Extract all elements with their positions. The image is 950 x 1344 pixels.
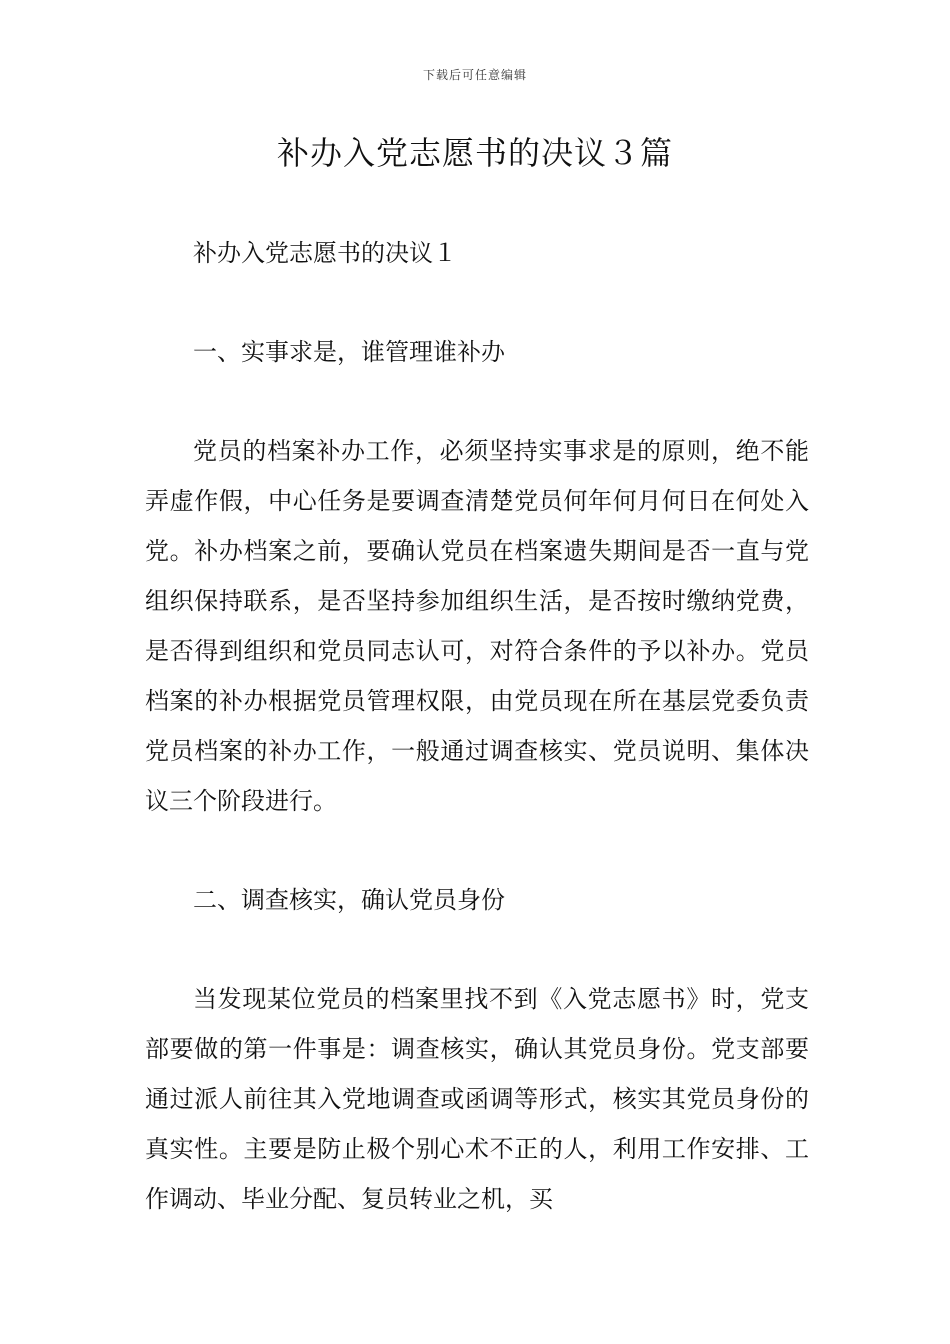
paragraph-1: 党员的档案补办工作，必须坚持实事求是的原则，绝不能弄虚作假，中心任务是要调查清楚党员何年何月何日在何处入党。补办档案之前，要确认党员在档案遗失期间是否一直与党组织保持联系，是否坚持参加组织生活，是否按时缴纳党费，是否得到组织和党员同志认可，对符合条件的予以补办。党员档案的补办根据党员管理权限，由党员现在所在基层党委负责党员档案的补办工作，一般通过调查核实、党员说明、集体决议三个阶段进行。 xyxy=(145,437,809,815)
document-title: 补办入党志愿书的决议３篇 xyxy=(276,134,673,172)
header-note: 下载后可任意编辑 xyxy=(422,68,527,82)
paragraph-2: 当发现某位党员的档案里找不到《入党志愿书》时，党支部要做的第一件事是：调查核实，确认其党员身份。党支部要通过派人前往其入党地调查或函调等形式，核实其党员身份的真实性。主要是防止极个别心术不正的人，利用工作安排、工作调动、毕业分配、复员转业之机，买 xyxy=(145,985,809,1213)
document-body xyxy=(145,228,809,1224)
section-heading-2: 二、调查核实，确认党员身份 xyxy=(193,886,505,914)
section-subtitle: 补办入党志愿书的决议１ xyxy=(193,239,457,267)
section-heading-1: 一、实事求是，谁管理谁补办 xyxy=(193,338,505,366)
